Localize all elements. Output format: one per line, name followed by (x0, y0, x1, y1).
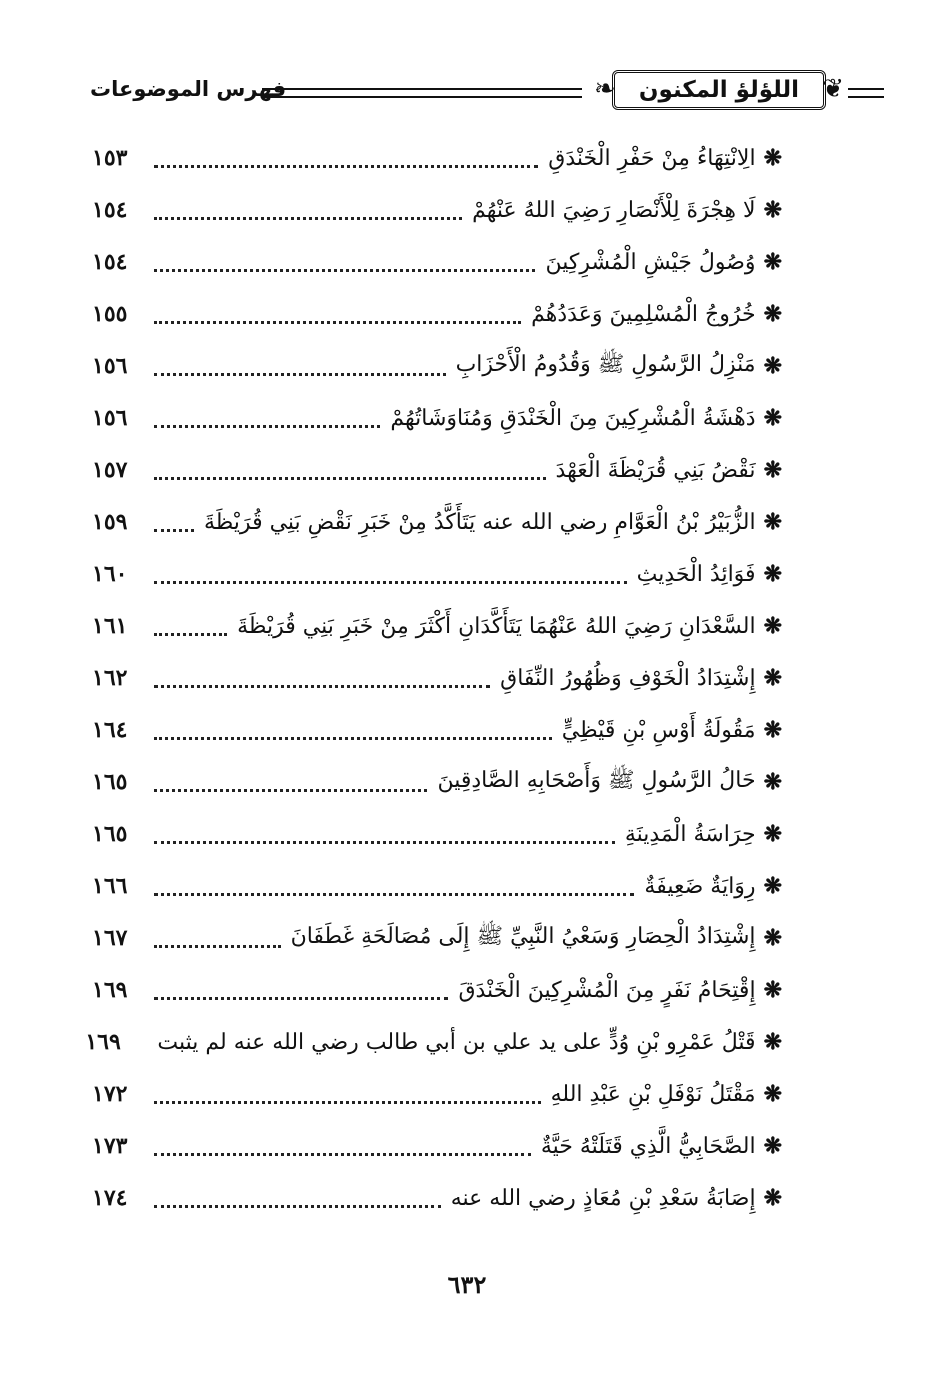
toc-row (92, 496, 782, 548)
bullet-star-icon: ❋ (763, 509, 782, 535)
toc-page-number: ١٦١ (92, 613, 128, 639)
toc-page-number: ١٥٩ (92, 509, 128, 535)
bullet-star-icon: ❋ (763, 457, 782, 483)
bullet-star-icon: ❋ (763, 717, 782, 743)
toc-row (92, 392, 782, 444)
toc-row (92, 132, 782, 184)
dot-leader (154, 685, 490, 688)
toc-entry-title: إِشْتِدَادُ الْخَوْفِ وَظُهُورُ النِّفَاقِ (500, 665, 756, 691)
toc-page-number: ١٦٩ (92, 977, 128, 1003)
dot-leader (154, 789, 427, 792)
toc-row (92, 236, 782, 288)
bullet-star-icon: ❋ (763, 145, 782, 171)
toc-page-number: ١٥٤ (92, 249, 128, 275)
toc-row (85, 1016, 782, 1068)
toc-row (92, 444, 782, 496)
toc-entry-title: الصَّحَابِيُّ الَّذِي قَتَلَتْهُ حَيَّةٌ (540, 1133, 756, 1159)
bullet-star-icon: ❋ (763, 1185, 782, 1211)
toc-row (92, 1120, 782, 1172)
toc-page-number: ١٦٥ (92, 769, 128, 795)
bullet-star-icon: ❋ (763, 873, 782, 899)
bullet-star-icon: ❋ (763, 197, 782, 223)
bullet-star-icon: ❋ (763, 1133, 782, 1159)
header-rule-right (848, 88, 884, 98)
bullet-star-icon: ❋ (763, 977, 782, 1003)
dot-leader (154, 997, 448, 1000)
dot-leader (154, 1101, 541, 1104)
toc-page-number: ١٦٥ (92, 821, 128, 847)
toc-row (92, 1172, 782, 1224)
dot-leader (154, 477, 546, 480)
dot-leader (154, 633, 227, 636)
toc-entry-title: وُصُولُ جَيْشِ الْمُشْرِكِينَ (545, 249, 756, 275)
bullet-star-icon: ❋ (763, 249, 782, 275)
toc-page-number: ١٥٦ (92, 405, 128, 431)
toc-entry-title: مَقُولَةُ أَوْسِ بْنِ قَيْظِيٍّ (561, 717, 756, 743)
toc-row (92, 756, 782, 808)
dot-leader (154, 1153, 531, 1156)
section-title: فهرس الموضوعات (90, 77, 287, 101)
toc-row (92, 704, 782, 756)
bullet-star-icon: ❋ (763, 301, 782, 327)
toc-entry-title: لَا هِجْرَةَ لِلْأَنْصَارِ رَضِيَ اللهُ عَنْهُمْ (472, 197, 756, 223)
toc-page-number: ١٧٤ (92, 1185, 128, 1211)
book-title-frame (594, 68, 844, 112)
dot-leader (154, 425, 380, 428)
toc-page-number: ١٦٠ (92, 561, 128, 587)
toc-entry-title: حِرَاسَةُ الْمَدِينَةِ (624, 821, 756, 847)
dot-leader (154, 373, 446, 376)
bullet-star-icon: ❋ (763, 1081, 782, 1107)
dot-leader (154, 321, 521, 324)
toc-entry-title: مَقْتَلُ نَوْفَلِ بْنِ عَبْدِ اللهِ (550, 1081, 756, 1107)
bullet-star-icon: ❋ (763, 665, 782, 691)
toc-row (92, 652, 782, 704)
toc-entry-title: حَالُ الرَّسُولِ ﷺ وَأَصْحَابِهِ الصَّادِقِينَ (437, 768, 756, 793)
dot-leader (154, 945, 281, 948)
dot-leader (154, 893, 634, 896)
toc-entry-title: مَنْزِلُ الرَّسُولِ ﷺ وَقُدُومُ الْأَحْزَابِ (455, 352, 756, 377)
toc-page-number: ١٦٧ (92, 925, 128, 951)
bullet-star-icon: ❋ (763, 561, 782, 587)
dot-leader (154, 529, 194, 532)
dot-leader (154, 165, 538, 168)
toc-page-number: ١٥٣ (92, 145, 128, 171)
toc-entry-title: فَوَائِدُ الْحَدِيثِ (636, 561, 756, 587)
toc-page-number: ١٦٦ (92, 873, 128, 899)
bullet-star-icon: ❋ (763, 821, 782, 847)
bullet-star-icon: ❋ (763, 769, 782, 795)
toc-row (92, 340, 782, 392)
toc-row (92, 808, 782, 860)
dot-leader (154, 269, 535, 272)
toc-page-number: ١٧٣ (92, 1133, 128, 1159)
header-rule-middle (262, 88, 582, 98)
dot-leader (154, 217, 462, 220)
toc-page-number: ١٥٤ (92, 197, 128, 223)
page-header (90, 60, 844, 122)
bullet-star-icon: ❋ (763, 353, 782, 379)
ornament-right-icon: ❦ (822, 74, 844, 104)
toc-page-number: ١٧٢ (92, 1081, 128, 1107)
toc-entry-title: دَهْشَةُ الْمُشْرِكِينَ مِنَ الْخَنْدَقِ وَمُنَاوَشَاتُهُمْ (390, 405, 756, 431)
book-title: اللؤلؤ المكنون (638, 77, 800, 103)
toc-page-number: ١٥٦ (92, 353, 128, 379)
page-number: ٦٣٢ (447, 1270, 487, 1299)
toc-entry-title: إِشْتِدَادُ الْحِصَارِ وَسَعْيُ النَّبِيِّ ﷺ إِلَى مُصَالَحَةِ غَطَفَانَ (290, 924, 756, 949)
toc-page-number: ١٦٤ (92, 717, 128, 743)
bullet-star-icon: ❋ (763, 613, 782, 639)
bullet-star-icon: ❋ (763, 405, 782, 431)
toc-page-number: ١٦٢ (92, 665, 128, 691)
dot-leader (154, 581, 627, 584)
toc-row (92, 912, 782, 964)
toc-entry-title: الزُّبَيْرُ بْنُ الْعَوَّامِ رضي الله عنه يَتَأَكَّدُ مِنْ خَبَرِ نَقْضِ بَنِي قُرَيْظَةَ (203, 509, 756, 535)
bullet-star-icon: ❋ (763, 1029, 782, 1055)
toc-list (85, 132, 782, 1224)
toc-entry-title: إِقْتِحَامُ نَفَرٍ مِنَ الْمُشْرِكِينَ الْخَنْدَقَ (458, 977, 756, 1003)
toc-entry-title: قَتْلُ عَمْرِو بْنِ وُدٍّ على يد علي بن أبي طالب رضي الله عنه لم يثبت (157, 1029, 756, 1055)
toc-page-number: ١٦٩ (85, 1029, 121, 1055)
toc-entry-title: نَقْضُ بَنِي قُرَيْظَةَ الْعَهْدَ (555, 457, 756, 483)
toc-entry-title: خُرُوجُ الْمُسْلِمِينَ وَعَدَدُهُمْ (531, 301, 756, 327)
toc-row (92, 860, 782, 912)
bullet-star-icon: ❋ (763, 925, 782, 951)
toc-row (92, 1068, 782, 1120)
toc-row (92, 600, 782, 652)
toc-entry-title: الِانْتِهَاءُ مِنْ حَفْرِ الْخَنْدَقِ (548, 145, 756, 171)
toc-entry-title: السَّعْدَانِ رَضِيَ اللهُ عَنْهُمَا يَتَأَكَّدَانِ أَكْثَرَ مِنْ خَبَرِ بَنِي قُرَيْظَةَ (237, 613, 756, 639)
dot-leader (154, 737, 552, 740)
toc-entry-title: رِوَايَةٌ ضَعِيفَةٌ (644, 873, 756, 899)
toc-row (92, 964, 782, 1016)
toc-row (92, 288, 782, 340)
dot-leader (154, 1205, 441, 1208)
ornament-left-icon: ❧ (594, 74, 616, 104)
toc-page-number: ١٥٥ (92, 301, 128, 327)
dot-leader (154, 841, 615, 844)
toc-page-number: ١٥٧ (92, 457, 128, 483)
toc-row (92, 548, 782, 600)
toc-entry-title: إِصَابَةُ سَعْدِ بْنِ مُعَاذٍ رضي الله عنه (450, 1185, 756, 1211)
toc-row (92, 184, 782, 236)
